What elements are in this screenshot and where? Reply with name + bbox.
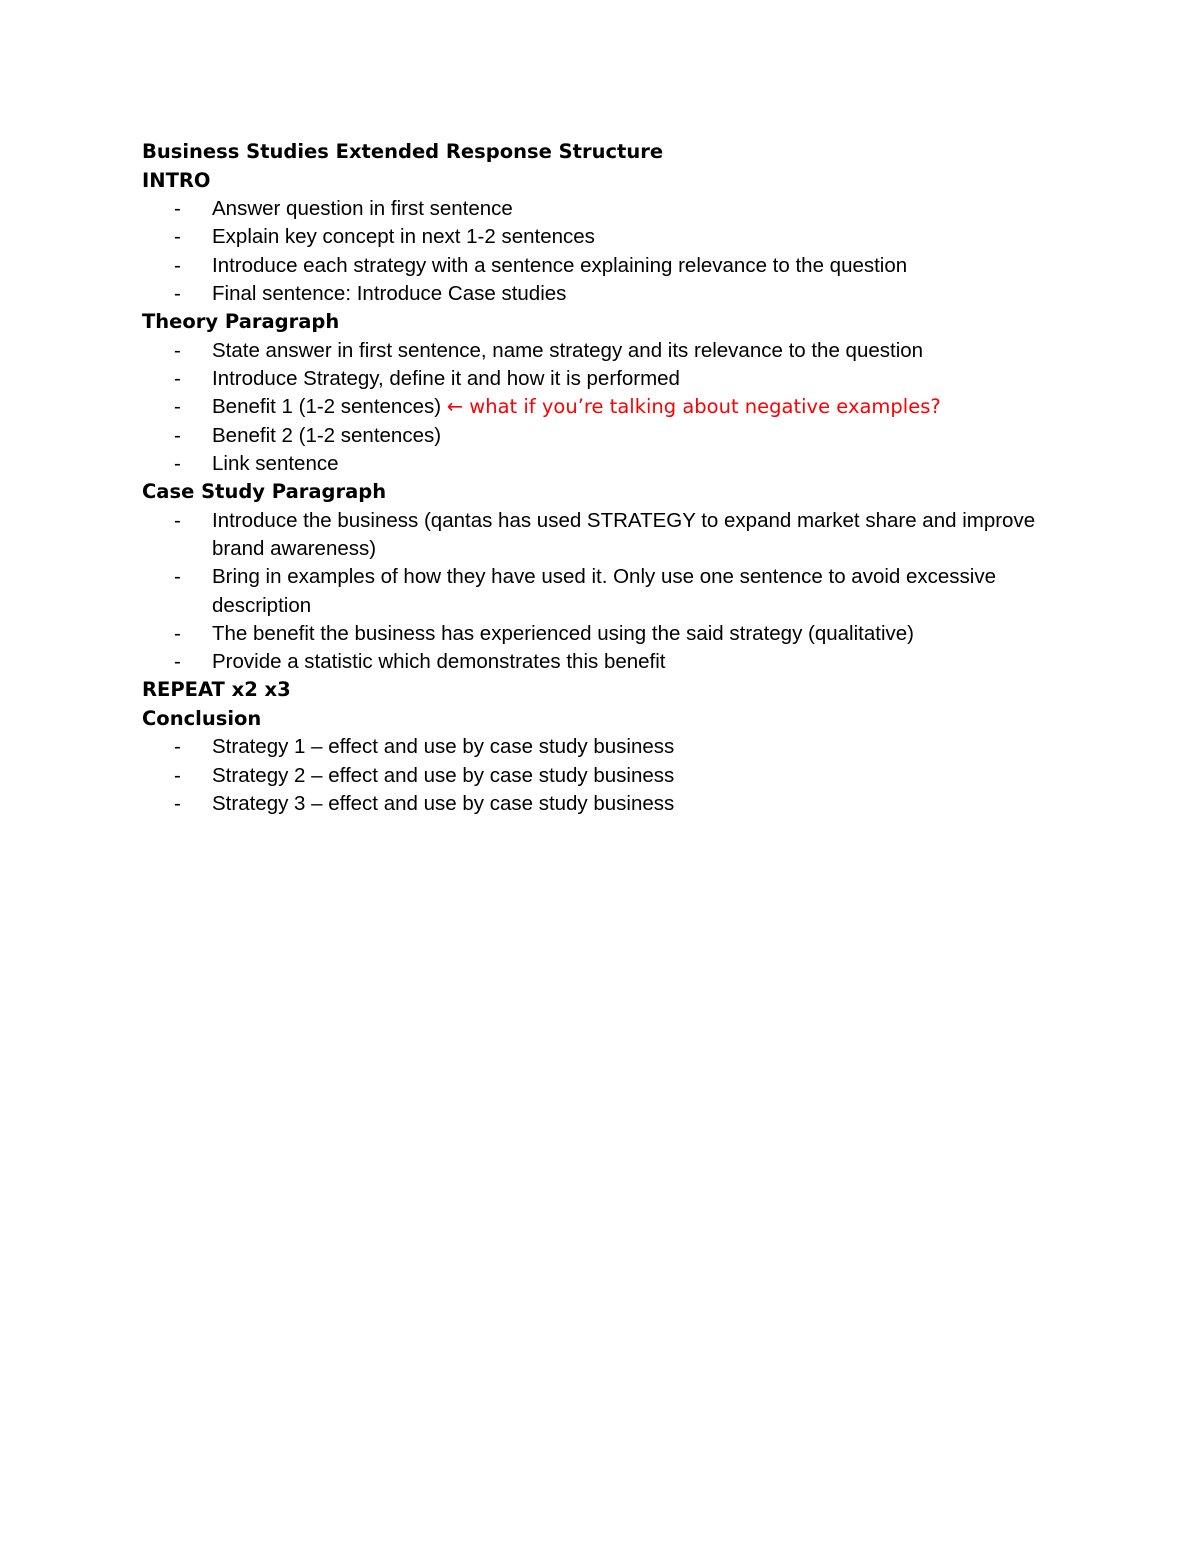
conclusion-list bbox=[142, 733, 1072, 818]
bullet-dash: - bbox=[174, 735, 181, 759]
bullet-dash: - bbox=[174, 338, 181, 362]
list-item: - The benefit the business has experienced using the said strategy (qualitative) bbox=[142, 620, 1072, 648]
list-item: - Benefit 2 (1-2 sentences) bbox=[142, 422, 1072, 450]
section-heading-case-study: Case Study Paragraph bbox=[142, 480, 387, 504]
list-item: - State answer in first sentence, name strategy and its relevance to the question bbox=[142, 337, 1072, 365]
list-item: - Answer question in first sentence bbox=[142, 195, 1072, 223]
theory-list bbox=[142, 337, 1072, 478]
case-study-list bbox=[142, 507, 1072, 677]
list-item: - Introduce Strategy, define it and how it is performed bbox=[142, 365, 1072, 393]
section-heading-repeat: REPEAT x2 x3 bbox=[142, 678, 291, 702]
bullet-dash: - bbox=[174, 451, 181, 475]
list-item: - Strategy 1 – effect and use by case study business bbox=[142, 733, 1072, 761]
bullet-dash: - bbox=[174, 423, 181, 447]
document-title: Business Studies Extended Response Structure bbox=[142, 140, 664, 163]
list-item: - Explain key concept in next 1-2 sentences bbox=[142, 223, 1072, 251]
list-item: - Final sentence: Introduce Case studies bbox=[142, 280, 1072, 308]
list-item: - Introduce each strategy with a sentence explaining relevance to the question bbox=[142, 252, 1072, 280]
bullet-dash: - bbox=[174, 395, 181, 419]
document-page bbox=[142, 138, 1072, 818]
list-item: - Benefit 1 (1-2 sentences) ← what if you’re talking about negative examples? bbox=[142, 393, 1072, 421]
bullet-dash: - bbox=[174, 508, 181, 532]
list-item: - Provide a statistic which demonstrates this benefit bbox=[142, 648, 1072, 676]
bullet-dash: - bbox=[174, 281, 181, 305]
bullet-dash: - bbox=[174, 792, 181, 816]
section-heading-theory: Theory Paragraph bbox=[142, 310, 340, 334]
red-comment-note: ← what if you’re talking about negative examples? bbox=[446, 395, 941, 419]
list-item: - Link sentence bbox=[142, 450, 1072, 478]
bullet-dash: - bbox=[174, 650, 181, 674]
bullet-dash: - bbox=[174, 253, 181, 277]
list-item: - Introduce the business (qantas has used STRATEGY to expand market share and improve brand awareness) bbox=[174, 508, 1036, 560]
bullet-dash: - bbox=[174, 225, 181, 249]
bullet-dash: - bbox=[174, 366, 181, 390]
list-item: - Strategy 3 – effect and use by case study business bbox=[142, 790, 1072, 818]
intro-list bbox=[142, 195, 1072, 308]
list-item: - Bring in examples of how they have used it. Only use one sentence to avoid excessive description bbox=[174, 565, 997, 617]
section-heading-conclusion: Conclusion bbox=[142, 706, 262, 730]
bullet-dash: - bbox=[174, 763, 181, 787]
bullet-dash: - bbox=[174, 197, 181, 220]
bullet-dash: - bbox=[174, 621, 181, 645]
bullet-dash: - bbox=[174, 565, 181, 589]
list-item: - Strategy 2 – effect and use by case study business bbox=[142, 762, 1072, 790]
section-heading-intro: INTRO bbox=[142, 168, 211, 192]
